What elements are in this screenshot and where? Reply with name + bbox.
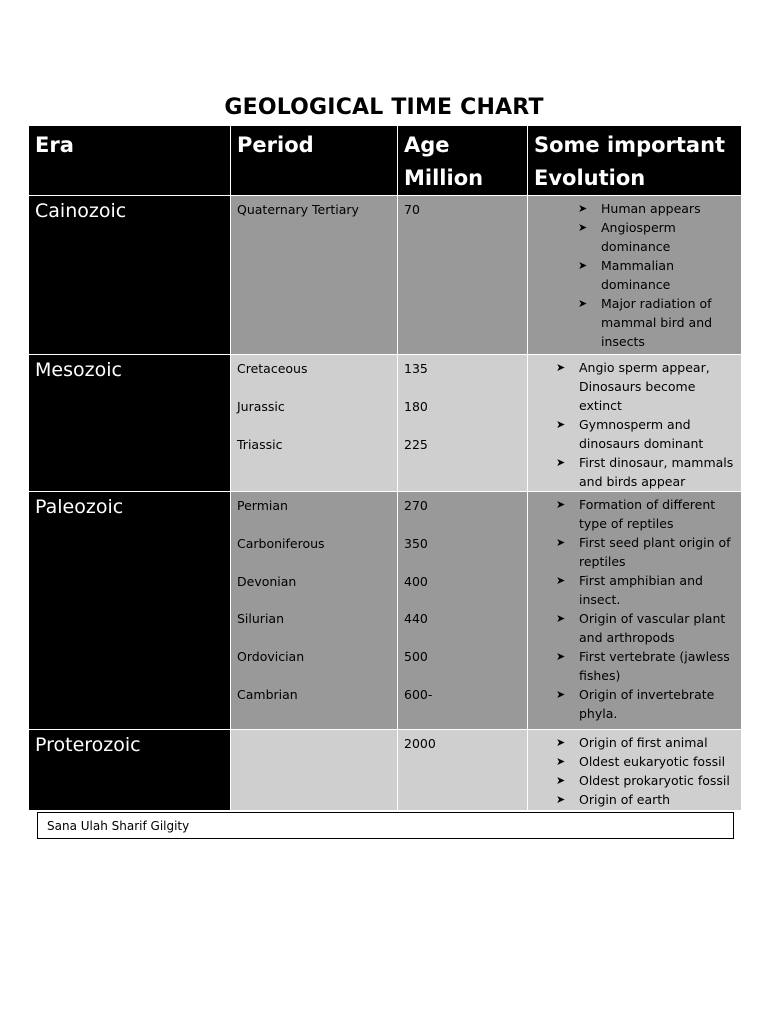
header-age-line1: Age — [404, 133, 450, 157]
period-cell — [231, 355, 398, 492]
period-name: Cretaceous — [237, 361, 308, 376]
header-evolution-line1: Some important — [534, 133, 726, 157]
age-value: 2000 — [404, 736, 436, 751]
list-item: ➤ First seed plant origin of reptiles — [556, 535, 731, 569]
period-name: Cambrian — [237, 686, 298, 702]
age-value: 500 — [404, 649, 428, 665]
arrow-bullet-icon: ➤ — [556, 793, 566, 806]
list-item: ➤ Oldest prokaryotic fossil — [556, 773, 730, 788]
arrow-bullet-icon: ➤ — [578, 202, 588, 215]
evolution-list — [528, 355, 741, 491]
table-row — [29, 355, 742, 492]
list-item: ➤ First amphibian and insect. — [556, 573, 703, 607]
table-row — [29, 492, 742, 730]
arrow-bullet-icon: ➤ — [578, 259, 588, 272]
age-value: 440 — [404, 611, 428, 627]
list-item: ➤ Mammalian dominance — [578, 258, 674, 292]
list-item: ➤ Gymnosperm and dinosaurs dominant — [556, 417, 704, 451]
geological-time-table — [28, 126, 742, 811]
era-cell: Mesozoic — [29, 355, 231, 492]
period-name: Triassic — [237, 436, 283, 452]
header-era: Era — [29, 126, 231, 196]
arrow-bullet-icon: ➤ — [556, 736, 566, 749]
arrow-bullet-icon: ➤ — [556, 536, 566, 549]
age-value: 350 — [404, 535, 428, 551]
age-cell — [398, 355, 528, 492]
table-row — [29, 730, 742, 811]
arrow-bullet-icon: ➤ — [556, 418, 566, 431]
era-cell: Cainozoic — [29, 196, 231, 355]
list-item: ➤ Origin of earth — [556, 792, 671, 807]
list-item: ➤ Origin of vascular plant and arthropods — [556, 611, 726, 645]
evolution-cell — [528, 196, 742, 355]
period-cell — [231, 730, 398, 811]
age-list — [398, 355, 527, 475]
age-value: 180 — [404, 398, 428, 414]
age-cell — [398, 492, 528, 730]
arrow-bullet-icon: ➤ — [556, 755, 566, 768]
list-item: ➤ Angio sperm appear, Dinosaurs become extinct — [556, 360, 710, 413]
header-age — [398, 126, 528, 196]
author-footer: Sana Ulah Sharif Gilgity — [37, 812, 734, 839]
list-item: ➤ Origin of invertebrate phyla. — [556, 687, 715, 721]
list-item: ➤ Major radiation of mammal bird and insects — [578, 296, 713, 349]
list-item: ➤ First dinosaur, mammals and birds appear — [556, 455, 734, 489]
period-name: Silurian — [237, 611, 284, 627]
period-name: Quaternary Tertiary — [237, 202, 359, 217]
age-cell — [398, 730, 528, 811]
arrow-bullet-icon: ➤ — [578, 297, 588, 310]
list-item: ➤ Formation of different type of reptiles — [556, 497, 716, 531]
period-name: Jurassic — [237, 398, 285, 414]
age-value: 600- — [404, 686, 433, 702]
era-cell: Paleozoic — [29, 492, 231, 730]
arrow-bullet-icon: ➤ — [578, 221, 588, 234]
arrow-bullet-icon: ➤ — [556, 361, 566, 374]
list-item: ➤ Origin of first animal — [556, 735, 708, 750]
evolution-cell — [528, 492, 742, 730]
arrow-bullet-icon: ➤ — [556, 456, 566, 469]
arrow-bullet-icon: ➤ — [556, 612, 566, 625]
age-list — [398, 492, 527, 726]
arrow-bullet-icon: ➤ — [556, 650, 566, 663]
period-cell — [231, 492, 398, 730]
arrow-bullet-icon: ➤ — [556, 688, 566, 701]
arrow-bullet-icon: ➤ — [556, 574, 566, 587]
age-cell — [398, 196, 528, 355]
age-value: 400 — [404, 573, 428, 589]
list-item: ➤ First vertebrate (jawless fishes) — [556, 649, 730, 683]
period-name: Permian — [237, 498, 288, 513]
header-period: Period — [231, 126, 398, 196]
period-list — [231, 355, 397, 475]
evolution-list — [528, 492, 741, 723]
period-name: Ordovician — [237, 649, 305, 665]
evolution-cell — [528, 730, 742, 811]
period-name: Devonian — [237, 573, 297, 589]
list-item: ➤ Human appears — [578, 201, 701, 216]
list-item: ➤ Oldest eukaryotic fossil — [556, 754, 726, 769]
table-row — [29, 196, 742, 355]
evolution-list — [528, 730, 741, 809]
age-value: 270 — [404, 498, 428, 513]
period-cell — [231, 196, 398, 355]
header-evolution-line2: Evolution — [534, 166, 646, 190]
arrow-bullet-icon: ➤ — [556, 498, 566, 511]
header-evolution — [528, 126, 742, 196]
list-item: ➤ Angiosperm dominance — [578, 220, 676, 254]
period-name: Carboniferous — [237, 535, 325, 551]
age-value: 135 — [404, 361, 428, 376]
evolution-list — [528, 196, 741, 351]
evolution-cell — [528, 355, 742, 492]
page-title: GEOLOGICAL TIME CHART — [224, 95, 544, 120]
age-value: 70 — [404, 202, 420, 217]
period-list — [231, 492, 397, 726]
age-value: 225 — [404, 436, 428, 452]
table-header-row — [29, 126, 742, 196]
era-cell: Proterozoic — [29, 730, 231, 811]
arrow-bullet-icon: ➤ — [556, 774, 566, 787]
header-age-line2: Million — [404, 166, 484, 190]
